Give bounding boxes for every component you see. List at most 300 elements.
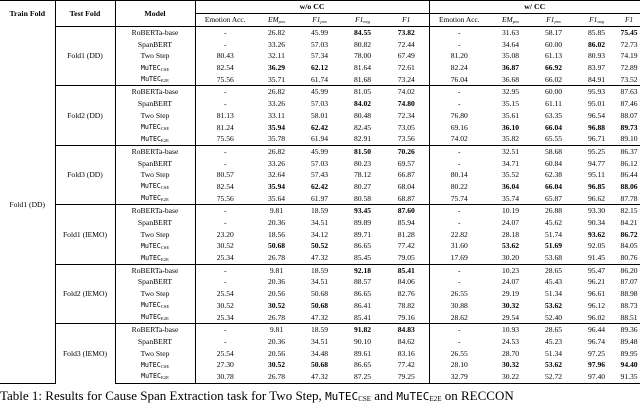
metric-cell: 20.36 [267,336,286,346]
metric-cell: 60.00 [532,86,575,98]
model-subscript: CSE [160,185,170,191]
model-cell [115,240,195,252]
metric-cell: 84.06 [384,276,429,288]
metric-cell: 95.01 [588,99,606,109]
metric-cell: 69.57 [384,158,429,170]
metric-cell: 92.05 [588,241,606,251]
metric-cell: 74.02 [384,86,429,98]
header-model: Model [115,1,195,27]
metric-cell: 80.93 [588,51,606,61]
metric-base: F1 [402,15,411,25]
metric-cell: 87.25 [341,371,384,383]
metric-cell: 87.07 [620,277,638,287]
caption-prefix: Table 1: Results for Cause Span Extraction task for Two Step, [0,388,326,403]
metric-cell: 26.82 [255,27,298,39]
metric-cell: 51.74 [545,229,563,239]
metric-cell: 45.23 [545,336,563,346]
model-name: MuTEC [141,194,161,203]
test-fold-cell: Fold2 (IEMO) [55,264,115,323]
metric-cell: - [195,145,255,157]
metric-cell: 26.55 [450,348,468,358]
metric-cell: 53.68 [545,253,563,263]
metric-cell: 72.89 [620,63,638,73]
metric-cell: 58.01 [310,110,329,120]
metric-cell: 96.85 [588,181,606,191]
metric-cell: 73.82 [384,27,429,39]
model-subscript: E2E [160,316,169,322]
metric-cell: 47.32 [310,253,329,263]
model-name: MuTEC [140,182,161,191]
table-row [0,86,640,98]
metric-cell: 30.22 [489,371,532,383]
metric-cell: 83.16 [384,348,429,360]
metric-cell: 81.13 [216,110,234,120]
model-cell [115,312,195,324]
model-name: MuTEC [140,63,161,72]
metric-cell: 82.54 [216,181,234,191]
metric-cell: 75.56 [216,193,234,203]
metric-cell: 95.11 [588,170,605,180]
metric-cell: 88.07 [620,110,638,120]
header-group-w-cc: w/ CC [429,1,640,14]
model-subscript: E2E [160,256,169,262]
metric-cell: 18.59 [298,324,341,336]
metric-cell: 86.12 [620,158,638,168]
metric-cell: - [429,264,489,276]
metric-cell: 62.42 [310,181,329,191]
metric-cell: 61.94 [310,134,329,144]
metric-cell: 93.30 [575,205,618,217]
metric-cell: 24.07 [502,218,520,228]
metric-cell: 29.19 [502,289,520,299]
metric-cell: 9.81 [255,264,298,276]
model-cell: RoBERTa-base [115,205,195,217]
metric-cell: 57.34 [310,51,329,61]
metric-sub: pos [320,18,327,24]
metric-cell: 26.55 [450,289,468,299]
metric-cell: 85.85 [575,27,618,39]
metric-cell: - [458,158,461,168]
metric-cell: 89.48 [620,336,638,346]
metric-cell: - [223,99,227,109]
metric-cell: 34.51 [310,336,329,346]
metric-cell: 96.61 [588,289,606,299]
metric-cell: 53.62 [545,300,563,310]
metric-cell: 66.92 [545,63,563,73]
metric-cell: 36.29 [267,63,286,73]
caption-suffix: on RECCON [441,388,514,403]
metric-cell: 47.32 [298,371,341,383]
header-w-f1 [618,14,640,27]
metric-cell: 74.19 [620,51,638,61]
table-caption [0,388,640,407]
header-wo-emotion-acc: Emotion Acc. [195,14,255,27]
table-body [0,27,640,384]
caption-mutec-b: MuTEC [396,390,430,403]
metric-cell: 27.30 [216,360,234,370]
metric-cell: 30.52 [216,300,234,310]
metric-cell: 28.18 [502,229,520,239]
metric-cell: 67.49 [384,50,429,62]
metric-cell: 75.56 [216,134,234,144]
metric-cell: 10.19 [489,205,532,217]
metric-cell: 51.34 [545,289,563,299]
table-header [0,1,640,27]
metric-cell: 28.10 [450,360,468,370]
metric-cell: 89.61 [353,348,372,358]
metric-cell: 72.44 [384,39,429,51]
metric-cell: 84.62 [384,336,429,348]
metric-cell: - [195,205,255,217]
metric-cell: 10.23 [489,264,532,276]
model-name: MuTEC [141,253,161,262]
metric-cell: 85.94 [384,217,429,229]
metric-cell: 68.04 [384,181,429,193]
metric-cell: 78.82 [384,300,429,312]
metric-cell: 20.56 [267,348,286,358]
metric-cell: 61.74 [310,74,329,84]
metric-cell: - [429,27,489,39]
model-cell [115,359,195,371]
header-group-wo-cc: w/o CC [195,1,429,14]
metric-cell: 47.32 [310,312,329,322]
metric-cell: 62.42 [310,122,329,132]
metric-cell: 32.95 [489,86,532,98]
metric-cell: 86.72 [620,229,638,239]
metric-cell: 96.12 [588,300,606,310]
metric-cell: 70.26 [384,145,429,157]
metric-cell: 65.55 [545,134,563,144]
metric-cell: - [195,86,255,98]
metric-cell: 75.74 [450,193,468,203]
metric-cell: 51.69 [545,241,563,251]
metric-cell: 87.63 [618,86,640,98]
metric-base: F1 [546,14,555,24]
metric-cell: 84.02 [353,99,372,109]
metric-cell: 36.87 [502,63,520,73]
metric-cell: - [195,27,255,39]
metric-cell: 52.72 [532,371,575,383]
metric-cell: 84.21 [620,218,638,228]
metric-cell: - [223,277,227,287]
header-wo-em-pos [255,14,298,27]
metric-cell: 96.54 [588,110,606,120]
metric-cell: 66.02 [545,74,563,84]
metric-cell: 86.41 [353,300,372,310]
table-row [0,145,640,157]
metric-cell: 73.52 [620,74,638,84]
table-row [0,324,640,336]
metric-cell: 62.38 [545,170,563,180]
caption-sub-a: CSE [358,395,372,403]
metric-cell: - [223,39,227,49]
metric-cell: 50.68 [310,360,329,370]
metric-cell: 65.87 [545,193,563,203]
metric-cell: 18.56 [267,229,286,239]
metric-cell: 96.62 [588,193,606,203]
metric-cell: 82.54 [216,63,234,73]
metric-cell: 95.47 [575,264,618,276]
metric-cell: 86.44 [620,170,638,180]
metric-cell: 88.98 [620,289,638,299]
model-subscript: CSE [160,304,170,310]
metric-cell: 30.78 [195,371,255,383]
metric-cell: 77.42 [384,359,429,371]
metric-cell: 81.50 [341,145,384,157]
metric-cell: 89.10 [620,134,638,144]
metric-cell: 25.54 [216,289,234,299]
metric-cell: 88.51 [620,312,638,322]
metric-cell: 97.40 [575,371,618,383]
metric-cell: 35.82 [502,134,520,144]
metric-cell: 50.52 [310,241,329,251]
metric-cell: 34.51 [310,277,329,287]
test-fold-cell: Fold1 (DD) [55,27,115,86]
header-test-fold: Test Fold [55,1,115,27]
metric-base: F1 [312,14,321,24]
metric-cell: 86.20 [618,264,640,276]
metric-cell: 92.18 [341,264,384,276]
metric-cell: 30.88 [450,300,468,310]
model-cell: Two Step [115,50,195,62]
metric-cell: 35.08 [502,51,520,61]
metric-cell: 96.74 [588,336,606,346]
metric-cell: 33.26 [267,158,286,168]
metric-cell: 80.76 [620,253,638,263]
metric-cell: 36.68 [502,74,520,84]
metric-cell: 52.40 [545,312,563,322]
metric-cell: 85.41 [384,264,429,276]
model-cell: RoBERTa-base [115,324,195,336]
metric-cell: 89.73 [620,122,638,132]
metric-cell: 79.05 [384,252,429,264]
model-cell [115,122,195,134]
metric-cell: 96.21 [588,277,606,287]
model-cell [115,252,195,264]
metric-cell: 69.16 [450,122,468,132]
metric-cell: 76.80 [450,110,468,120]
metric-cell: 85.45 [353,253,372,263]
metric-cell: 88.06 [620,181,638,191]
metric-cell: 9.81 [255,205,298,217]
metric-cell: 80.23 [353,158,372,168]
metric-cell: 93.62 [588,229,606,239]
metric-cell: 63.35 [545,110,563,120]
metric-cell: 94.77 [588,158,606,168]
metric-cell: 94.40 [620,360,638,370]
metric-cell: 74.80 [384,98,429,110]
metric-cell: 57.43 [310,170,329,180]
metric-cell: 77.42 [384,240,429,252]
metric-cell: 32.51 [489,145,532,157]
metric-cell: 80.82 [353,39,372,49]
metric-cell: 28.70 [502,348,520,358]
metric-cell: 53.62 [545,360,563,370]
header-w-f1-neg [575,14,618,27]
caption-mid: and [371,388,397,403]
metric-cell: 45.99 [298,145,341,157]
metric-cell: 35.52 [502,170,520,180]
test-fold-cell: Fold1 (IEMO) [55,205,115,264]
metric-cell: 34.71 [502,158,520,168]
model-name: MuTEC [140,360,161,369]
metric-cell: 57.03 [310,158,329,168]
metric-cell: 17.69 [450,253,468,263]
metric-cell: 45.99 [298,27,341,39]
metric-cell: 72.73 [620,39,638,49]
metric-cell: 28.65 [532,324,575,336]
metric-cell: 33.26 [267,39,286,49]
metric-cell: - [223,218,227,228]
metric-cell: 84.91 [588,74,606,84]
model-subscript: CSE [160,66,170,72]
metric-cell: 78.12 [353,170,372,180]
metric-base: EM [502,14,513,24]
metric-cell: 82.24 [450,63,468,73]
metric-cell: - [429,145,489,157]
metric-cell: 35.94 [267,181,286,191]
metric-cell: 80.57 [216,170,234,180]
metric-cell: - [458,277,461,287]
header-wo-f1-neg [341,14,384,27]
metric-sub: pos [278,18,286,24]
model-cell: Two Step [115,348,195,360]
metric-cell: 35.74 [502,193,520,203]
metric-cell: 82.91 [353,134,372,144]
model-name: MuTEC [141,372,161,381]
metric-cell: 74.02 [450,134,468,144]
metric-cell: 93.45 [341,205,384,217]
metric-cell: 66.04 [545,122,563,132]
metric-cell: 20.36 [267,277,286,287]
metric-cell: 35.15 [502,99,520,109]
metric-cell: 86.37 [618,145,640,157]
metric-cell: 51.34 [545,348,563,358]
metric-cell: 18.59 [298,205,341,217]
metric-cell: 32.11 [268,51,285,61]
metric-base: EM [267,14,279,24]
model-subscript: E2E [160,375,169,381]
model-cell: SpanBERT [115,158,195,170]
model-subscript: CSE [160,126,170,132]
caption-mutec-a: MuTEC [325,390,359,403]
metric-cell: 81.68 [353,74,372,84]
metric-cell: 82.15 [618,205,640,217]
metric-cell: 80.27 [353,181,372,191]
metric-cell: 28.65 [532,264,575,276]
table-row [0,264,640,276]
metric-cell: 81.20 [450,51,468,61]
table-row [0,27,640,39]
metric-cell: 33.26 [267,99,286,109]
metric-cell: 83.97 [588,63,606,73]
metric-cell: - [429,86,489,98]
metric-cell: 66.87 [384,169,429,181]
metric-base: F1 [355,14,364,24]
metric-cell: 26.82 [255,86,298,98]
header-train-fold: Train Fold [0,1,55,27]
metric-cell: 58.17 [532,27,575,39]
metric-cell: 95.93 [575,86,618,98]
metric-cell: 57.03 [310,39,329,49]
metric-cell: 80.48 [353,110,372,120]
metric-cell: 26.88 [532,205,575,217]
metric-cell: 62.12 [310,63,329,73]
metric-cell: 79.25 [384,371,429,383]
metric-cell: 30.52 [216,241,234,251]
metric-cell: 87.60 [384,205,429,217]
metric-cell: 22.82 [450,229,468,239]
metric-cell: 72.61 [384,62,429,74]
metric-cell: 89.36 [618,324,640,336]
metric-cell: 87.78 [620,193,638,203]
metric-cell: - [458,39,461,49]
metric-cell: 33.11 [268,110,285,120]
metric-cell: 45.62 [545,218,563,228]
model-cell: SpanBERT [115,336,195,348]
model-cell [115,193,195,205]
metric-cell: 35.61 [502,110,520,120]
metric-cell: 86.65 [353,241,372,251]
metric-cell: 73.24 [384,74,429,86]
metric-cell: 18.59 [298,264,341,276]
metric-sub: pos [554,18,561,24]
metric-cell: 61.11 [545,99,562,109]
metric-cell: 26.78 [267,312,286,322]
metric-cell: 89.89 [353,218,372,228]
metric-cell: 25.34 [216,312,234,322]
model-subscript: CSE [160,244,170,250]
model-subscript: E2E [160,197,169,203]
metric-cell: 50.68 [267,241,286,251]
metric-cell: 60.84 [545,158,563,168]
test-fold-cell: Fold3 (DD) [55,145,115,204]
metric-cell: 29.54 [502,312,520,322]
metric-cell: 30.20 [502,253,520,263]
metric-cell: 50.68 [310,289,329,299]
metric-cell: 72.34 [384,110,429,122]
metric-cell: 75.56 [216,74,234,84]
metric-cell: 26.78 [267,253,286,263]
metric-cell: 84.05 [620,241,638,251]
model-cell [115,133,195,145]
metric-cell: - [458,218,461,228]
metric-cell: 26.78 [255,371,298,383]
metric-cell: 24.53 [502,336,520,346]
metric-cell: 90.34 [588,218,606,228]
metric-cell: 80.22 [450,181,468,191]
model-cell: SpanBERT [115,39,195,51]
model-name: MuTEC [140,301,161,310]
metric-cell: 96.71 [588,134,606,144]
metric-cell: - [195,324,255,336]
metric-cell: 84.83 [384,324,429,336]
metric-cell: 30.52 [267,360,286,370]
model-name: MuTEC [140,123,161,132]
model-name: MuTEC [141,75,161,84]
metric-cell: 80.14 [450,170,468,180]
metric-cell: 68.87 [384,193,429,205]
model-cell: Two Step [115,288,195,300]
model-cell [115,300,195,312]
model-name: MuTEC [141,313,161,322]
metric-cell: 31.60 [450,241,468,251]
metric-cell: 84.55 [341,27,384,39]
metric-cell: 36.10 [502,122,520,132]
metric-cell: 89.71 [353,229,372,239]
metric-cell: 32.64 [267,170,286,180]
metric-base: F1 [589,14,598,24]
